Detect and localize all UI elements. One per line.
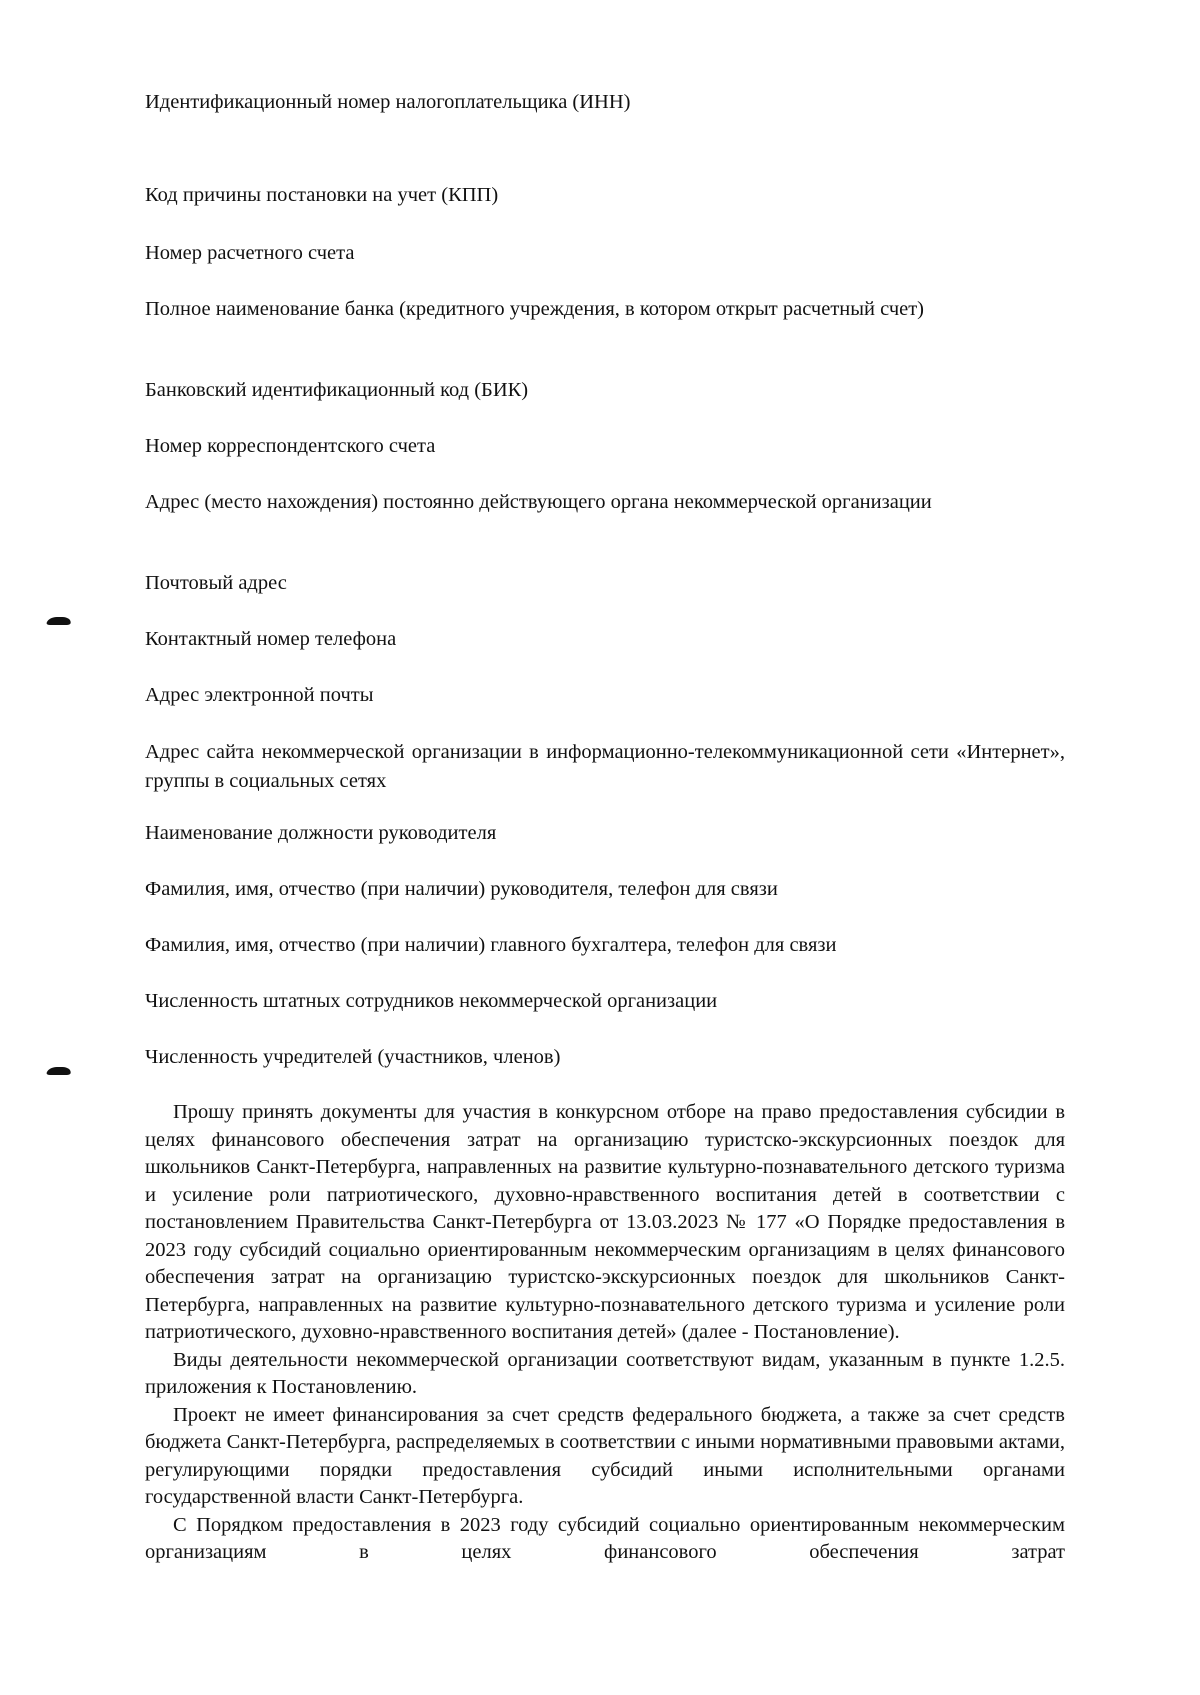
field-bank-name-label: Полное наименование банка (кредитного учреждения, в котором открыт расчетный счет) xyxy=(145,298,925,320)
field-inn-label: Идентификационный номер налогоплательщика (ИНН) xyxy=(145,91,631,113)
procedure-paragraph: С Порядком предоставления в 2023 году субсидий социально ориентированным некоммерческим организациям в целях финансового обеспечения затрат xyxy=(145,1513,1065,1563)
field-account-number-label: Номер расчетного счета xyxy=(145,242,355,264)
activity-types-paragraph: Виды деятельности некоммерческой организации соответствуют видам, указанным в пункте 1.2.5. приложения к Постановлению. xyxy=(145,1348,1065,1398)
field-bik-label: Банковский идентификационный код (БИК) xyxy=(145,379,529,401)
scan-mark-upper xyxy=(46,617,71,625)
field-director-name-label: Фамилия, имя, отчество (при наличии) руководителя, телефон для связи xyxy=(145,878,778,900)
field-email-label: Адрес электронной почты xyxy=(145,684,374,706)
application-text xyxy=(145,1099,1065,1567)
field-founders-count-label: Численность учредителей (участников, членов) xyxy=(145,1046,561,1068)
field-director-position-label: Наименование должности руководителя xyxy=(145,822,497,844)
field-accountant-name-label: Фамилия, имя, отчество (при наличии) главного бухгалтера, телефон для связи xyxy=(145,934,837,956)
field-postal-address-label: Почтовый адрес xyxy=(145,572,287,594)
scan-mark-lower xyxy=(46,1067,71,1075)
field-website-label: Адрес сайта некоммерческой организации в информационно-телекоммуникационной сети «Интернет», группы в социальных сетях xyxy=(145,741,1065,792)
request-paragraph: Прошу принять документы для участия в конкурсном отборе на право предоставления субсидии в целях финансового обеспечения затрат на организацию туристско-экскурсионных поездок для школьников Санкт-Петербурга, направленных на развитие культурно-познавательного детского туризма и усиление роли патриотического, духовно-нравственного воспитания детей в соответствии с постановлением Правительства Санкт-Петербурга от 13.03.2023 № 177 «О Порядке предоставления в 2023 году субсидий социально ориентированным некоммерческим организациям в целях финансового обеспечения затрат на организацию туристско-экскурсионных поездок для школьников Санкт-Петербурга, направленных на развитие культурно-познавательного детского туризма и усиление роли патриотического, духовно-нравственного воспитания детей» (далее - Постановление). xyxy=(145,1101,1065,1343)
field-phone-label: Контактный номер телефона xyxy=(145,628,397,650)
field-staff-count-label: Численность штатных сотрудников некоммерческой организации xyxy=(145,990,718,1012)
field-correspondent-account-label: Номер корреспондентского счета xyxy=(145,435,436,457)
field-kpp-label: Код причины постановки на учет (КПП) xyxy=(145,184,499,206)
financing-paragraph: Проект не имеет финансирования за счет средств федерального бюджета, а также за счет средств бюджета Санкт-Петербурга, распределяемых в соответствии с иными нормативными правовыми актами, регулирующими порядки предоставления субсидий иными исполнительными органами государственной власти Санкт-Петербурга. xyxy=(145,1403,1065,1508)
field-legal-address-label: Адрес (место нахождения) постоянно действующего органа некоммерческой организации xyxy=(145,491,932,513)
